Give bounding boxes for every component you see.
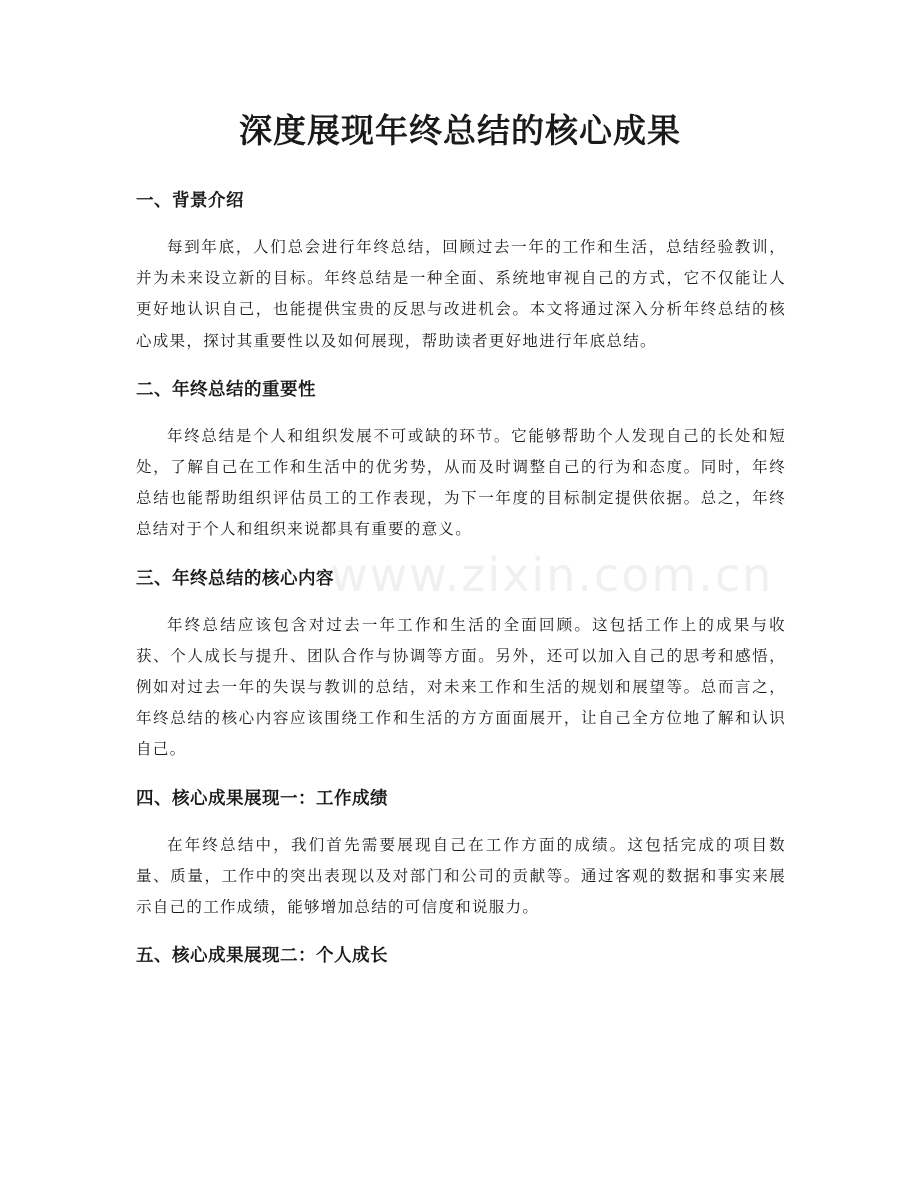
document-title: 深度展现年终总结的核心成果 (239, 111, 681, 150)
section-importance (136, 369, 786, 546)
section-paragraph: 每到年底，人们总会进行年终总结，回顾过去一年的工作和生活，总结经验教训，并为未来设立新的目标。年终总结是一种全面、系统地审视自己的方式，它不仅能让人更好地认识自己，也能提供宝贵的反思与改进机会。本文将通过深入分析年终总结的核心成果，探讨其重要性以及如何展现，帮助读者更好地进行年底总结。 (136, 238, 786, 350)
watermark: www.zixin.com.cn (330, 548, 774, 602)
document-content (136, 180, 786, 987)
section-heading: 一、背景介绍 (136, 191, 244, 211)
section-heading: 二、年终总结的重要性 (136, 379, 316, 400)
section-heading: 四、核心成果展现一：工作成绩 (136, 788, 388, 809)
section-paragraph: 年终总结应该包含对过去一年工作和生活的全面回顾。这包括工作上的成果与收获、个人成长与提升、团队合作与协调等方面。另外，还可以加入自己的思考和感悟，例如对过去一年的失误与教训的总结，对未来工作和生活的规划和展望等。总而言之，年终总结的核心内容应该围绕工作和生活的方方面面展开，让自己全方位地了解和认识自己。 (136, 615, 786, 759)
section-background (136, 180, 786, 357)
section-paragraph: 在年终总结中，我们首先需要展现自己在工作方面的成绩。这包括完成的项目数量、质量，工作中的突出表现以及对部门和公司的贡献等。通过客观的数据和事实来展示自己的工作成绩，能够增加总结的可信度和说服力。 (136, 835, 786, 917)
section-paragraph: 年终总结是个人和组织发展不可或缺的环节。它能够帮助个人发现自己的长处和短处，了解自己在工作和生活中的优劣势，从而及时调整自己的行为和态度。同时，年终总结也能帮助组织评估员工的工作表现，为下一年度的目标制定提供依据。总之，年终总结对于个人和组织来说都具有重要的意义。 (136, 426, 786, 539)
section-heading: 五、核心成果展现二：个人成长 (136, 946, 388, 967)
section-heading: 三、年终总结的核心内容 (136, 568, 334, 589)
section-personal-growth (136, 935, 786, 977)
section-work-results (136, 778, 786, 924)
section-core-content (136, 558, 786, 766)
